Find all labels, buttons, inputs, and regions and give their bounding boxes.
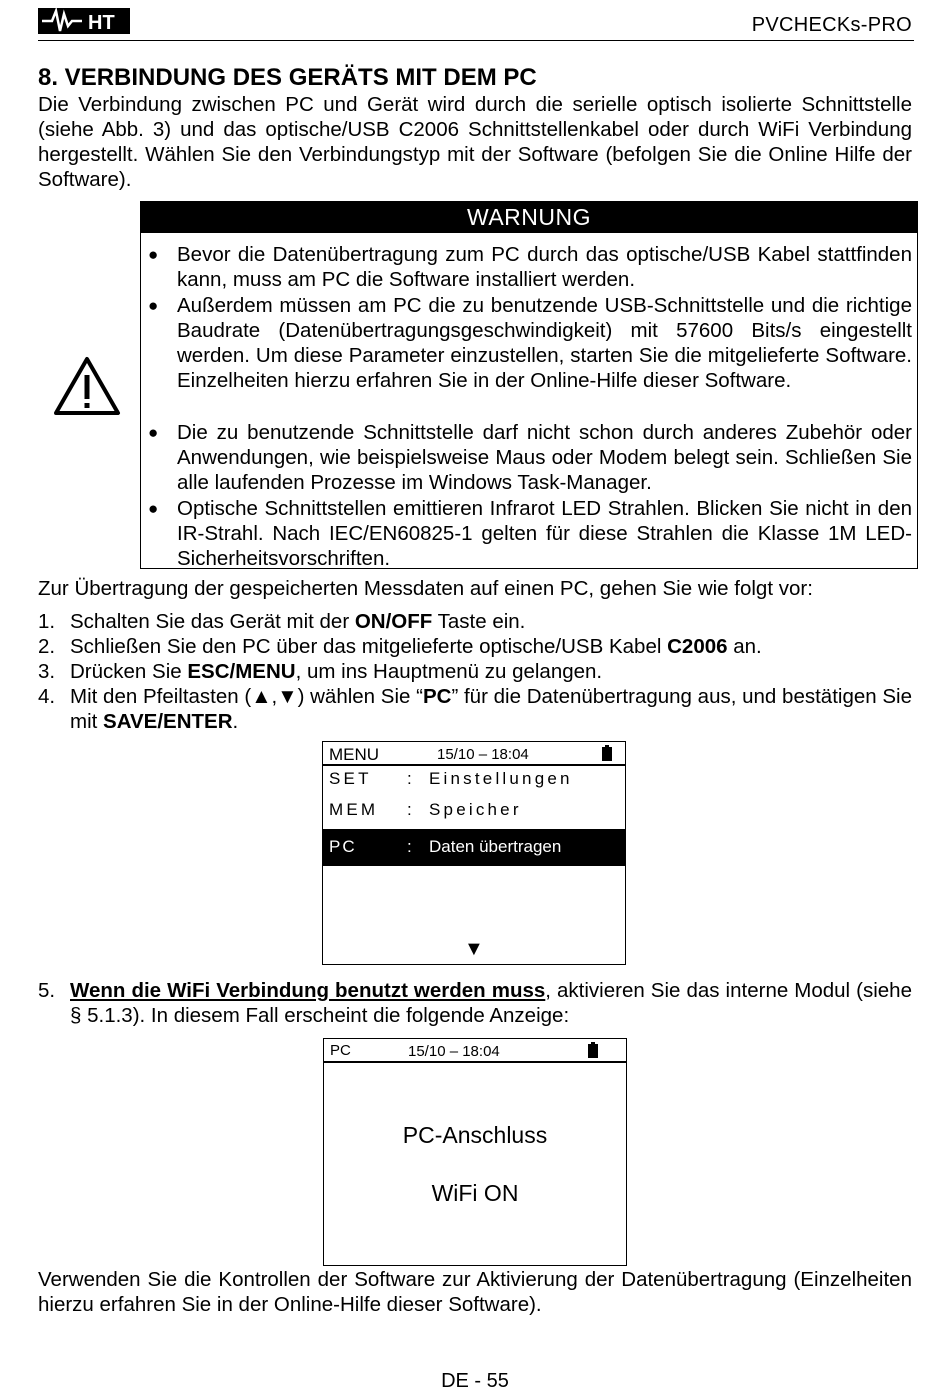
step-text: ,: [271, 685, 278, 708]
step-text: Drücken Sie: [70, 660, 188, 683]
menu-item-mem[interactable]: [323, 798, 625, 824]
menu-item-separator: :: [407, 769, 412, 788]
display-header-divider: [323, 764, 625, 766]
ht-logo: [38, 6, 130, 36]
pc-connection-label: PC-Anschluss: [402, 1122, 548, 1148]
up-arrow-icon: ▲: [251, 685, 272, 708]
bullet-dot: ●: [148, 245, 159, 264]
step-number: 3.: [38, 660, 56, 683]
step-text: Mit den Pfeiltasten (: [70, 685, 252, 708]
bullet-dot: ●: [148, 423, 159, 442]
menu-item-label: Daten übertragen: [429, 837, 562, 856]
step-text: Schließen Sie den PC über das mitgelieferte optische/USB Kabel: [70, 635, 668, 658]
display-datetime: 15/10 – 18:04: [437, 746, 529, 763]
pc-display: [323, 1038, 627, 1266]
menu-item-name: PC: [422, 685, 452, 708]
menu-item-separator: :: [407, 800, 412, 819]
warning-bullet-text: Bevor die Datenübertragung zum PC durch das optische/USB Kabel stattfinden kann, muss am PC die Software installiert werden.: [177, 243, 912, 291]
warning-triangle-icon: [52, 355, 122, 417]
warning-bullet-text: Außerdem müssen am PC die zu benutzende USB-Schnittstelle und die richtige Baudrate (Datenübertragungsgeschwindigkeit) mit 57600 Bits/s eingestellt werden. Um diese Parameter einzustellen, starten Sie die mitgelieferte Software. Einzelheiten hierzu erfahren Sie in der Online-Hilfe dieser Software.: [177, 294, 912, 392]
menu-item-set[interactable]: [323, 767, 625, 793]
emphasis-text: Wenn die WiFi Verbindung benutzt werden muss: [70, 979, 546, 1002]
warning-bullet: [148, 420, 912, 495]
battery-icon: [602, 747, 612, 761]
display-header-divider: [324, 1061, 626, 1063]
logo-text: HT: [88, 12, 115, 34]
menu-item-code: SET: [329, 769, 372, 788]
menu-display: [322, 741, 626, 965]
warning-bullet: [148, 242, 912, 292]
step-text: ) wählen Sie “: [297, 685, 423, 708]
step-number: 4.: [38, 685, 56, 708]
page-number: DE - 55: [441, 1370, 509, 1392]
down-arrow-icon: ▼: [277, 685, 298, 708]
display-title: PC: [330, 1042, 351, 1059]
key-name: SAVE/ENTER: [103, 710, 233, 733]
wifi-status-label: WiFi ON: [431, 1180, 519, 1206]
step-text: Schalten Sie das Gerät mit der: [70, 610, 355, 633]
menu-item-label: Speicher: [429, 800, 522, 819]
menu-item-label: Einstellungen: [429, 769, 573, 788]
bullet-dot: ●: [148, 296, 159, 315]
intro-paragraph: Die Verbindung zwischen PC und Gerät wird durch die serielle optisch isolierte Schnittstelle (siehe Abb. 3) und das optische/USB C2006 Schnittstellenkabel oder durch WiFi Verbindung hergestellt. Wählen Sie den Verbindungstyp mit der Software (befolgen Sie die Online Hilfe der Software).: [38, 93, 912, 191]
step-text: Taste ein.: [432, 610, 526, 633]
scroll-down-arrow-icon: ▼: [464, 938, 484, 960]
warning-box: [140, 201, 918, 569]
step-text: .: [232, 710, 239, 733]
step-number: 1.: [38, 610, 56, 633]
warning-bullet: [148, 496, 912, 571]
step-number: 2.: [38, 635, 56, 658]
step-text: ” für die Datenübertragung aus, und bestätigen Sie mit: [70, 685, 912, 733]
step-text: an.: [727, 635, 762, 658]
document-id: PVCHECKs-PRO: [751, 14, 912, 36]
cable-name: C2006: [667, 635, 728, 658]
warning-bullet-text: Optische Schnittstellen emittieren Infrarot LED Strahlen. Blicken Sie nicht in den IR-Strahl. Nach IEC/EN60825-1 gelten für diese Strahlen die Klasse 1M LED-Sicherheitsvorschriften.: [177, 497, 912, 570]
display-datetime: 15/10 – 18:04: [408, 1043, 500, 1060]
menu-item-separator: :: [407, 837, 412, 856]
closing-paragraph: Verwenden Sie die Kontrollen der Software zur Aktivierung der Datenübertragung (Einzelheiten hierzu erfahren Sie in der Online-Hilfe dieser Software).: [38, 1268, 912, 1316]
warning-bullet-text: Die zu benutzende Schnittstelle darf nicht schon durch anderes Zubehör oder Anwendungen, wie beispielsweise Maus oder Modem belegt sein. Schließen Sie alle laufenden Prozesse im Windows Task-Manager.: [177, 421, 912, 494]
key-name: ON/OFF: [354, 610, 433, 633]
warning-bullet: [148, 293, 912, 393]
procedure-lead: Zur Übertragung der gespeicherten Messdaten auf einen PC, gehen Sie wie folgt vor:: [38, 577, 813, 600]
key-name: ESC/MENU: [187, 660, 296, 683]
battery-icon: [588, 1044, 598, 1058]
warning-title: WARNUNG: [141, 202, 917, 233]
bullet-dot: ●: [148, 499, 159, 518]
header-divider: [38, 40, 914, 41]
display-title: MENU: [329, 745, 380, 764]
step-text: , um ins Hauptmenü zu gelangen.: [295, 660, 603, 683]
ht-logo-graphic: [38, 6, 130, 36]
step-number: 5.: [38, 979, 56, 1002]
menu-item-code: PC: [329, 837, 357, 856]
menu-item-pc-selected[interactable]: [323, 829, 625, 866]
menu-item-code: MEM: [329, 800, 379, 819]
section-title: 8. VERBINDUNG DES GERÄTS MIT DEM PC: [38, 64, 537, 91]
step-text: , aktivieren Sie das interne Modul (siehe § 5.1.3). In diesem Fall erscheint die folgende Anzeige:: [70, 979, 912, 1027]
